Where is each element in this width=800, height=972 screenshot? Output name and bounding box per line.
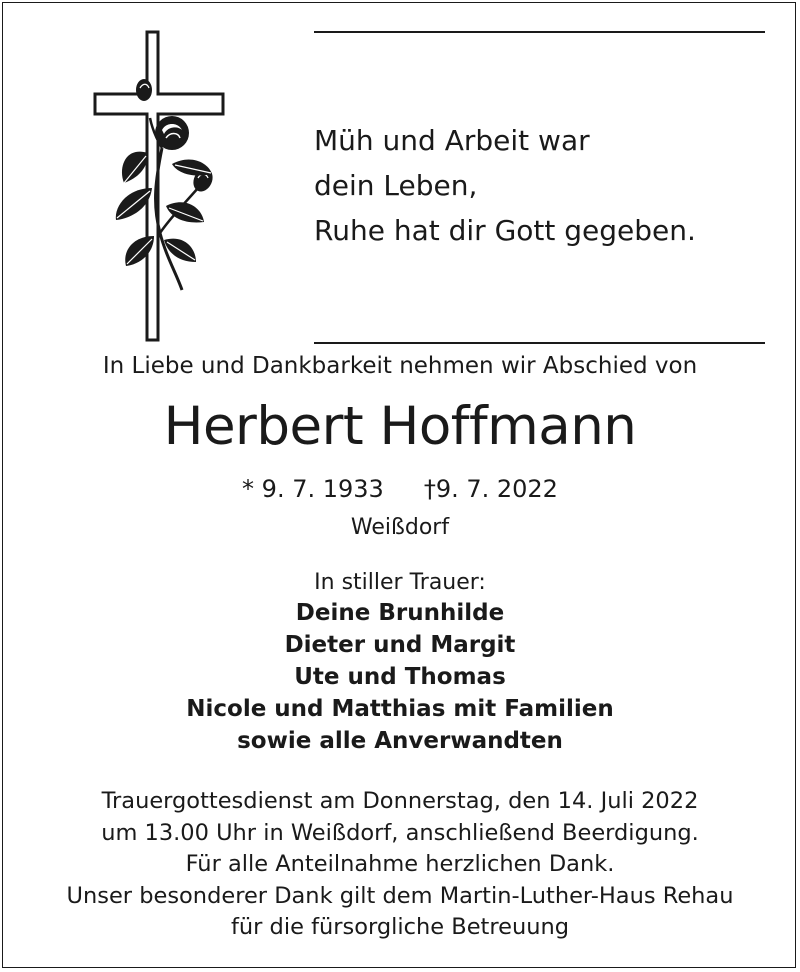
bottom-divider [314, 342, 765, 344]
mourner-name: sowie alle Anverwandten [237, 728, 563, 754]
mourners-list [0, 597, 800, 757]
cross-with-roses-icon [90, 28, 230, 346]
deceased-name: Herbert Hoffmann [163, 396, 637, 457]
life-dates [0, 471, 800, 507]
verse-line: Ruhe hat dir Gott gegeben. [314, 214, 696, 247]
mourner-name: Ute und Thomas [294, 664, 506, 690]
death-date: †9. 7. 2022 [423, 475, 558, 503]
service-line: Für alle Anteilnahme herzlichen Dank. [185, 851, 615, 877]
top-divider [314, 31, 765, 33]
mourner-name: Dieter und Margit [284, 632, 516, 658]
service-line: um 13.00 Uhr in Weißdorf, anschließend Beerdigung. [101, 819, 699, 846]
residence-place: Weißdorf [350, 515, 450, 540]
farewell-intro: In Liebe und Dankbarkeit nehmen wir Abschied von [102, 353, 698, 379]
service-line: Trauergottesdienst am Donnerstag, den 14. Juli 2022 [101, 788, 699, 814]
mourner-name: Nicole und Matthias mit Familien [186, 696, 614, 722]
mourners-heading: In stiller Trauer: [314, 570, 486, 595]
memorial-verse [314, 118, 696, 253]
birth-date: * 9. 7. 1933 [242, 475, 384, 503]
service-details [0, 786, 800, 944]
service-line: Unser besonderer Dank gilt dem Martin-Luther-Haus Rehau [66, 882, 734, 909]
service-line: für die fürsorgliche Betreuung [230, 914, 570, 940]
verse-line: dein Leben, [314, 169, 478, 202]
mourner-name: Deine Brunhilde [295, 600, 505, 626]
verse-line: Müh und Arbeit war [314, 124, 590, 157]
